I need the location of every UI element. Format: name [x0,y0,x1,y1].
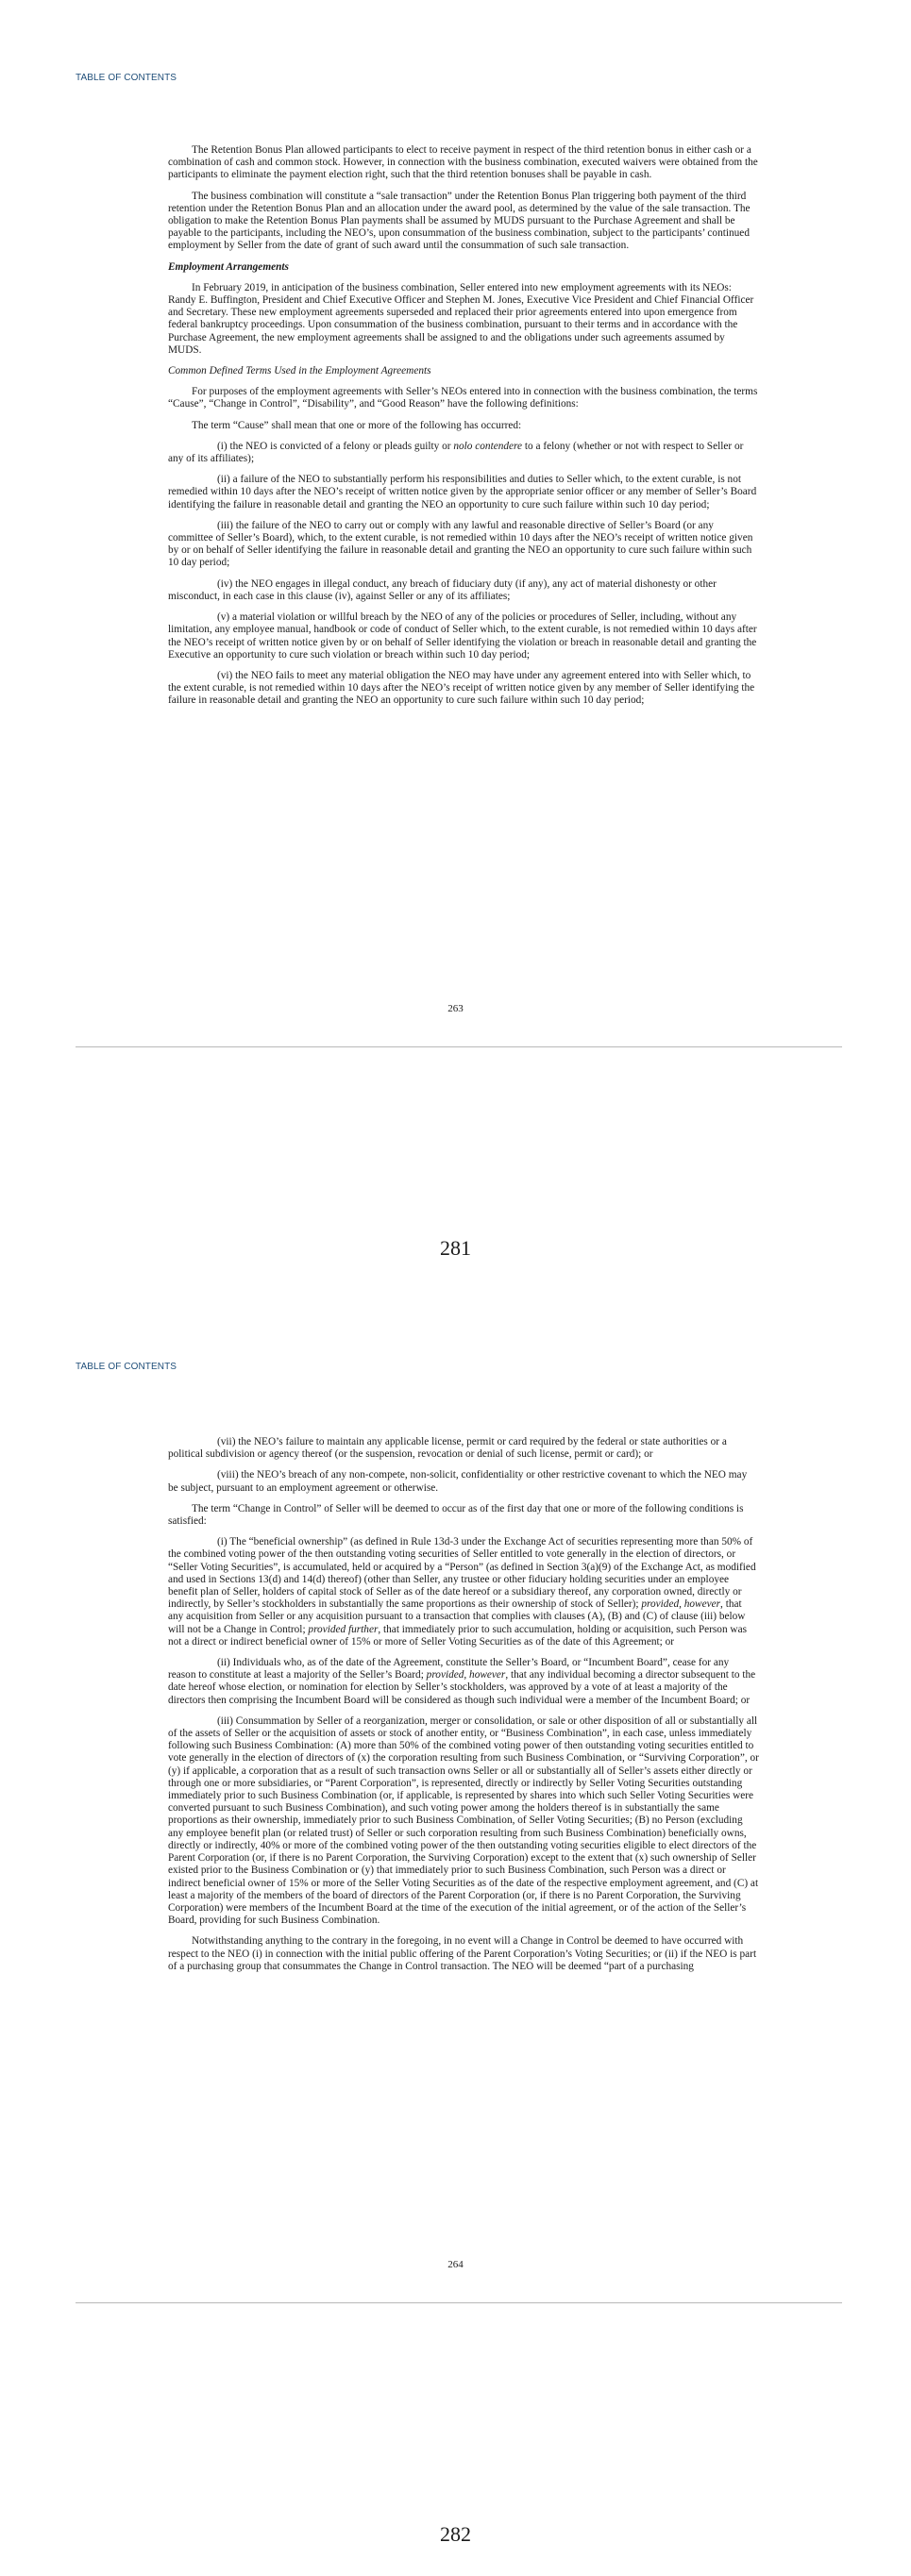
page-divider [76,1046,842,1047]
page-number: 263 [447,1003,464,1014]
paragraph: In February 2019, in anticipation of the business combination, Seller entered into new employment agreements with its NEOs: Randy E. Buffington, President and Chief Executive Officer and Stephen M. Jones, Executive Vice President and Chief Financial Officer and Secretary. These new employment agreements superseded and replaced their prior agreements entered into upon emergence from federal bankruptcy proceedings. Upon consummation of the business combination, pursuant to their terms and in accordance with the Purchase Agreement, the new employment agreements shall be assigned to and the obligations under such agreements assumed by MUDS. [168,281,754,356]
cause-item: (i) the NEO is convicted of a felony or pleads guilty or nolo contendere to a felony (whether or not with respect to Seller or any of its affiliates); [168,440,744,465]
paragraph: The business combination will constitute a “sale transaction” under the Retention Bonus Plan triggering both payment of the third retention under the Retention Bonus Plan and an allocation under the award pool, as determined by the value of the sale transaction. The obligation to make the Retention Bonus Plan payments shall be assumed by MUDS pursuant to the Purchase Agreement and shall be payable to the participants, including the NEO’s, upon consummation of the business combination, subject to the participants’ continued employment by Seller from the date of grant of such award until the consummation of such sale transaction. [168,190,751,252]
cause-item: (v) a material violation or willful breach by the NEO of any of the policies or procedures of Seller, including, without any limitation, any employee manual, handbook or code of conduct of Seller which, to the extent curable, is not remedied within 10 days after the NEO’s receipt of written notice given by or on behalf of Seller identifying the violation or breach in reasonable detail and granting the Executive an opportunity to cure such violation or breach within such 10 day period; [168,611,757,661]
table-of-contents-link[interactable]: TABLE OF CONTENTS [76,73,177,83]
page-263-body [168,144,759,716]
section-heading-defined-terms: Common Defined Terms Used in the Employment Agreements [168,365,431,377]
paragraph: For purposes of the employment agreements with Seller’s NEOs entered into in connection with the business combination, the terms “Cause”, “Change in Control”, “Disability”, and “Good Reason” have the following definitions: [168,386,758,410]
page-divider [76,2302,842,2303]
cause-item: (iv) the NEO engages in illegal conduct, any breach of fiduciary duty (if any), any act of material dishonesty or other misconduct, in each case in this clause (iv), against Seller or any of its affiliates; [168,577,717,602]
table-of-contents-link[interactable]: TABLE OF CONTENTS [76,1362,177,1372]
page-264-body [168,1436,759,1982]
page-number: 264 [447,2259,464,2270]
cause-item: (ii) a failure of the NEO to substantially perform his responsibilities and duties to Seller which, to the extent curable, is not remedied within 10 days after the NEO’s receipt of written notice given by the appropriate senior officer or any member of Seller’s Board identifying the failure in reasonable detail and granting the NEO an opportunity to cure such failure within such 10 day period; [168,474,757,510]
cause-item: (vii) the NEO’s failure to maintain any applicable license, permit or card required by the federal or state authorities or a political subdivision or agency thereof (or the suspension, revocation or denial of such license, permit or card); or [168,1436,727,1461]
cause-item: (viii) the NEO’s breach of any non-compete, non-solicit, confidentiality or other restrictive covenant to which the NEO may be subject, pursuant to an employment agreement or otherwise. [168,1469,748,1494]
paragraph: The Retention Bonus Plan allowed participants to elect to receive payment in respect of the third retention bonus in either cash or a combination of cash and common stock. However, in connection with the business combination, executed waivers were obtained from the participants to eliminate the payment election right, such that the third retention bonuses shall be payable in cash. [168,144,758,181]
change-in-control-item: (iii) Consummation by Seller of a reorganization, merger or consolidation, or sale or other disposition of all or substantially all of the assets of Seller or the acquisition of assets or stock of another entity, or “Business Combination”, in each case, unless immediately following such Business Combination: (A) more than 50% of the combined voting power of then outstanding voting securities entitled to vote generally in the election of directors of (x) the corporation resulting from such Business Combination, or “Surviving Corporation”, or (y) if applicable, a corporation that as a result of such transaction owns Seller or all or substantially all of Seller’s assets either directly or through one or more subsidiaries, or “Parent Corporation”, is represented, directly or indirectly by Seller Voting Securities outstanding immediately prior to such Business Combination (or, if applicable, is represented by shares into which such Seller Voting Securities were converted pursuant to such Business Combination), and such voting power among the holders thereof is in substantially the same proportions as their ownership, immediately prior to such Business Combination, of Seller Voting Securities; (B) no Person (excluding any employee benefit plan (or related trust) of Seller or such corporation resulting from such Business Combination) beneficially owns, directly or indirectly, 40% or more of the combined voting power of the then outstanding voting securities eligible to elect directors of the Parent Corporation (or, if there is no Parent Corporation, the Surviving Corporation) except to the extent that (x) such ownership of Seller existed prior to the Business Combination or (y) that immediately prior to such Business Combination, such Person was a direct or indirect beneficial owner of 15% or more of the Seller Voting Securities as of the date of the respective employment agreement, and (C) at least a majority of the members of the board of directors of the Parent Corporation (or, if there is no Parent Corporation, the Surviving Corporation) were members of the Incumbent Board at the time of the execution of the initial agreement, or of the action of the Seller’s Board, providing for such Business Combination. [168,1715,759,1927]
sheet-number: 282 [440,2522,471,2546]
paragraph: The term “Change in Control” of Seller will be deemed to occur as of the first day that one or more of the following conditions is satisfied: [168,1502,744,1528]
sheet-number: 281 [440,1236,471,1260]
paragraph: The term “Cause” shall mean that one or more of the following has occurred: [192,419,522,431]
paragraph: Notwithstanding anything to the contrary in the foregoing, in no event will a Change in Control be deemed to have occurred with respect to the NEO (i) in connection with the initial public offering of the Parent Corporation’s Voting Securities; or (ii) if the NEO is part of a purchasing group that consummates the Change in Control transaction. The NEO will be deemed “part of a purchasing [168,1935,757,1972]
cause-item: (vi) the NEO fails to meet any material obligation the NEO may have under any agreement entered into with Seller which, to the extent curable, is not remedied within 10 days after the NEO’s receipt of written notice given by any member of Seller identifying the failure in reasonable detail and granting the NEO an opportunity to cure such failure within such 10 day period; [168,669,755,707]
change-in-control-item: (i) The “beneficial ownership” (as defined in Rule 13d-3 under the Exchange Act of securities representing more than 50% of the combined voting power of the then outstanding voting securities of Seller entitled to vote generally in the election of directors, or “Seller Voting Securities”, is accumulated, held or acquired by a “Person” (as defined in Section 3(a)(9) of the Exchange Act, as modified and used in Sections 13(d) and 14(d) thereof) (other than Seller, any trustee or other fiduciary holding securities under an employee benefit plan of Seller, holders of capital stock of Seller as of the date hereof or a subsidiary thereof, any corporation owned, directly or indirectly, by Seller’s stockholders in substantially the same proportions as their ownership of stock of Seller); provided, however, that any acquisition from Seller or any acquisition pursuant to a transaction that complies with clauses (A), (B) and (C) of clause (iii) below will not be a Change in Control; provided further, that immediately prior to such accumulation, holding or acquisition, such Person was not a direct or indirect beneficial owner of 15% or more of Seller Voting Securities as of the date of this Agreement; or [168,1536,756,1648]
change-in-control-item: (ii) Individuals who, as of the date of the Agreement, constitute the Seller’s Board, or “Incumbent Board”, cease for any reason to constitute at least a majority of the Seller’s Board; provided, however, that any individual becoming a director subsequent to the date hereof whose election, or nomination for election by Seller’s stockholders, was approved by a vote of at least a majority of the directors then comprising the Incumbent Board will be considered as though such individual were a member of the Incumbent Board; or [168,1657,756,1706]
section-heading-employment: Employment Arrangements [168,260,289,273]
cause-item: (iii) the failure of the NEO to carry out or comply with any lawful and reasonable directive of Seller’s Board (or any committee of Seller’s Board), which, to the extent curable, is not remedied within 10 days after the NEO’s receipt of written notice given by or on behalf of Seller identifying the failure in reasonable detail and granting the NEO an opportunity to cure such failure within such 10 day period; [168,519,753,569]
